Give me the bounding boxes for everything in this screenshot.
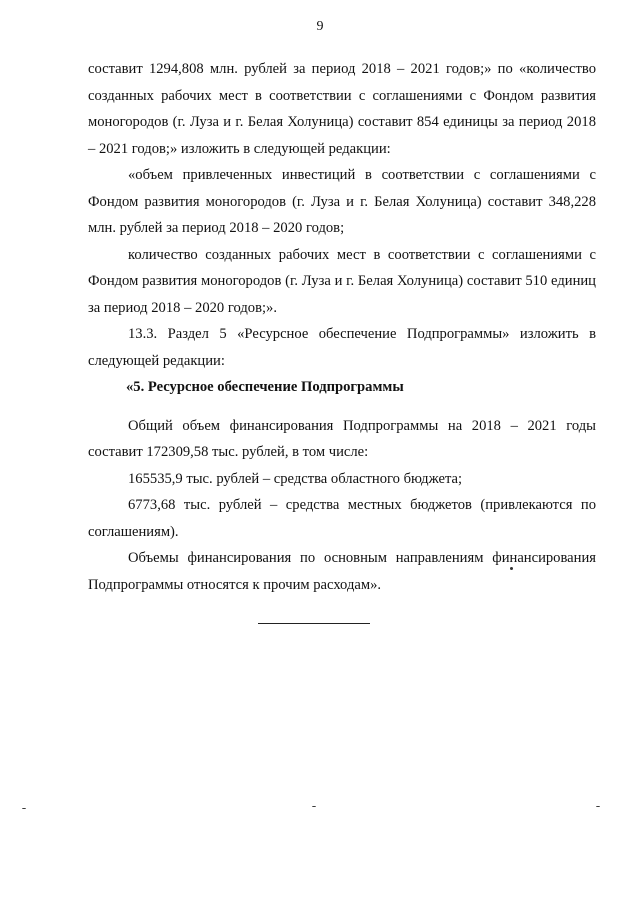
paragraph-continuation: созданных рабочих мест в соответствии с соглашениями с Фондом развития моногородов (г. Луза и г. Белая Холуница) составит 854 единицы за период 2018 – 2021 годов;» изложить в следующей редакции: (88, 87, 596, 157)
paragraph-section-change: 13.3. Раздел 5 «Ресурсное обеспечение Подпрограммы» изложить в следующей редакции: (88, 326, 596, 369)
paragraph-jobs: количество созданных рабочих мест в соответствии с соглашениями с Фондом развития моногородов (г. Луза и г. Белая Холуница) составит 510 единиц за период 2018 – 2020 годов;». (88, 246, 596, 316)
scan-speck (312, 806, 316, 807)
paragraph-total-financing: Общий объем финансирования Подпрограммы на 2018 – 2021 годы составит 172309,58 тыс. рублей, в том числе: (88, 417, 596, 460)
document-body (88, 56, 596, 598)
paragraph-investments: «объем привлеченных инвестиций в соответствии с соглашениями с Фондом развития моногородов (г. Луза и г. Белая Холуница) составит 348,228 млн. рублей за период 2018 – 2020 годов; (88, 167, 596, 236)
paragraph-local-budgets: 6773,68 тыс. рублей – средства местных бюджетов (привлекаются по соглашениям). (88, 497, 596, 540)
scan-speck (22, 808, 26, 809)
page-number: 9 (316, 19, 324, 34)
scan-speck (596, 806, 600, 807)
closing-rule (258, 623, 370, 624)
paragraph-regional-budget: 165535,9 тыс. рублей – средства областного бюджета; (128, 470, 463, 487)
paragraph-other-expenses: Объемы финансирования по основным направлениям финансирования Подпрограммы относятся к прочим расходам». (88, 550, 596, 593)
paragraph-continuation-line: составит 1294,808 млн. рублей за период 2018 – 2021 годов;» по «количество (88, 61, 596, 77)
scan-speck (510, 567, 513, 570)
section-heading: «5. Ресурсное обеспечение Подпрограммы (126, 379, 404, 395)
